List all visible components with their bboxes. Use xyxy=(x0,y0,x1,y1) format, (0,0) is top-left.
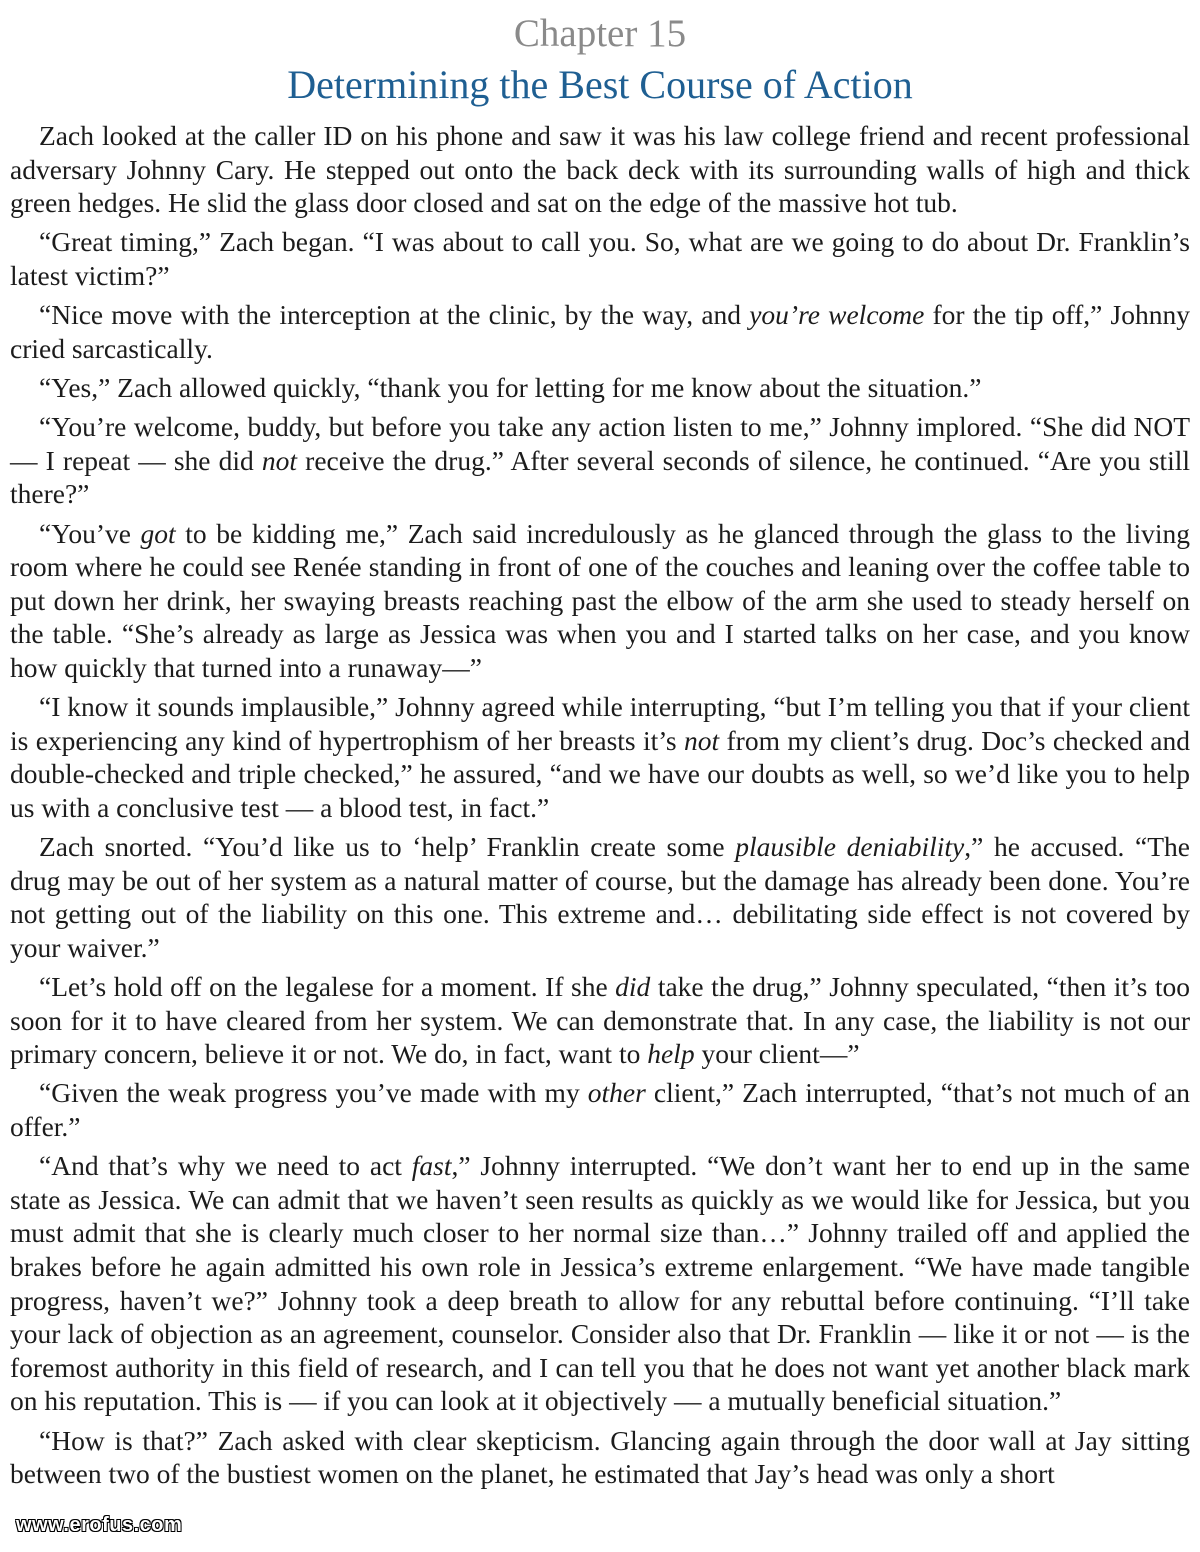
text-run: “And that’s why we need to act xyxy=(39,1150,412,1182)
paragraph xyxy=(10,298,1190,365)
text-run: ,” Johnny interrupted. “We don’t want her to end up in the same state as Jessica. We can admit that we haven’t seen results as quickly as we would like for Jessica, but you must admit that she is clearly much closer to her normal size than…” Johnny trailed off and applied the brakes before he again admitted his own role in Jessica’s extreme enlargement. “We have made tangible progress, haven’t we?” Johnny took a deep breath to allow for any rebuttal before continuing. “I’ll take your lack of objection as an agreement, counselor. Consider also that Dr. Franklin — like it or not — is the foremost authority in this field of research, and I can tell you that he does not want yet another black mark on his reputation. This is — if you can look at it objectively — a mutually beneficial situation.” xyxy=(10,1150,1190,1417)
text-run: “Given the weak progress you’ve made with my xyxy=(39,1077,588,1109)
text-run: “Yes,” Zach allowed quickly, “thank you for letting for me know about the situation.” xyxy=(39,371,982,403)
italic-text: you’re welcome xyxy=(749,299,925,331)
text-run: “You’re welcome, buddy, but before you take any action listen to me,” Johnny implored. “She did NOT — I repeat — she did xyxy=(10,411,1190,476)
paragraph xyxy=(10,119,1190,220)
text-run: receive the drug.” After several seconds of silence, he continued. “Are you still there?” xyxy=(10,444,1190,510)
text-run: “Nice move with the interception at the clinic, by the way, and xyxy=(39,299,750,331)
paragraph xyxy=(10,970,1190,1071)
italic-text: fast xyxy=(411,1150,452,1182)
paragraph xyxy=(10,517,1190,685)
italic-text: not xyxy=(261,444,298,476)
paragraph xyxy=(10,1424,1190,1491)
text-run: take the drug,” Johnny speculated, “then it’s too soon for it to have cleared from her system. We can demonstrate that. In any case, the liability is not our primary concern, believe it or not. We do, in fact, want to xyxy=(10,971,1190,1070)
italic-text: plausible deniability xyxy=(735,831,965,863)
paragraph xyxy=(10,225,1190,292)
italic-text: did xyxy=(615,971,651,1002)
text-run: Zach looked at the caller ID on his phone and saw it was his law college friend and recent professional adversary Johnny Cary. He stepped out onto the back deck with its surrounding walls of high and thick green hedges. He slid the glass door closed and sat on the edge of the massive hot tub. xyxy=(10,120,1190,219)
paragraph xyxy=(10,410,1190,511)
paragraph xyxy=(10,830,1190,964)
text-run: “Let’s hold off on the legalese for a moment. If she xyxy=(39,971,616,1002)
text-run: your client—” xyxy=(694,1038,860,1070)
text-run: for the tip off,” Johnny cried sarcastically. xyxy=(10,299,1190,364)
text-run: “How is that?” Zach asked with clear skepticism. Glancing again through the door wall at Jay sitting between two of the bustiest women on the planet, he estimated that Jay’s head was only a short xyxy=(10,1424,1190,1490)
text-run: Zach snorted. “You’d like us to ‘help’ Franklin create some xyxy=(39,831,736,863)
chapter-body xyxy=(10,119,1190,1491)
paragraph xyxy=(10,1076,1190,1143)
italic-text: got xyxy=(140,517,176,549)
site-watermark: www.erofus.com xyxy=(16,1514,183,1536)
chapter-number: Chapter 15 xyxy=(513,12,687,55)
text-run: “I know it sounds implausible,” Johnny agreed while interrupting, “but I’m telling you that if your client is experiencing any kind of hypertrophism of her breasts it’s xyxy=(10,691,1190,756)
paragraph xyxy=(10,690,1190,824)
chapter-title: Determining the Best Course of Action xyxy=(287,62,913,107)
paragraph xyxy=(10,371,1190,405)
italic-text: other xyxy=(587,1077,646,1109)
text-run: ,” he accused. “The drug may be out of her system as a natural matter of course, but the damage has already been done. You’re not getting out of the liability on this one. This extreme and… debilitating side effect is not covered by your waiver.” xyxy=(10,831,1190,963)
text-run: from my client’s drug. Doc’s checked and double-checked and triple checked,” he assured, “and we have our doubts as well, so we’d like you to help us with a conclusive test — a blood test, in fact.” xyxy=(10,724,1190,823)
text-run: to be kidding me,” Zach said incredulously as he glanced through the glass to the living room where he could see Renée standing in front of one of the couches and leaning over the coffee table to put down her drink, her swaying breasts reaching past the elbow of the arm she used to steady herself on the table. “She’s already as large as Jessica was when you and I started talks on her case, and you know how quickly that turned into a runaway—” xyxy=(10,517,1190,683)
text-run: client,” Zach interrupted, “that’s not much of an offer.” xyxy=(10,1077,1190,1142)
italic-text: not xyxy=(684,724,720,756)
text-run: “You’ve xyxy=(39,517,141,549)
text-run: “Great timing,” Zach began. “I was about to call you. So, what are we going to do about Dr. Franklin’s latest victim?” xyxy=(10,226,1190,291)
italic-text: help xyxy=(647,1038,695,1070)
paragraph xyxy=(10,1149,1190,1418)
